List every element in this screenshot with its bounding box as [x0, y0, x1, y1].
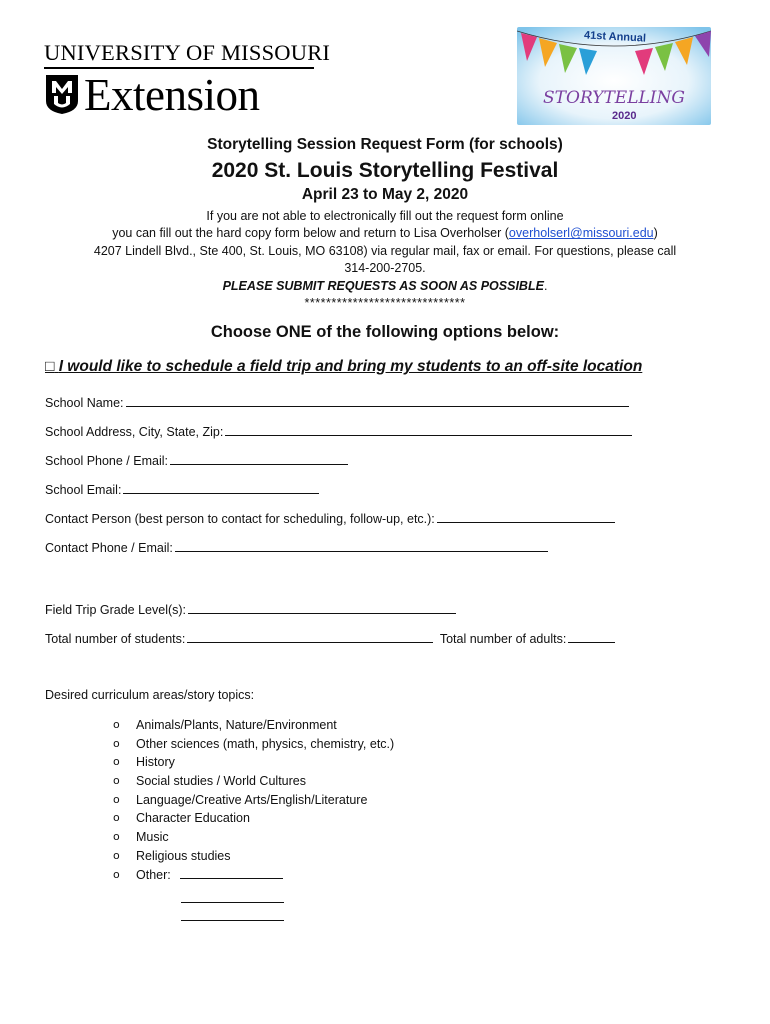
list-item[interactable]: o Social studies / World Cultures [113, 772, 394, 791]
form-subtitle: Storytelling Session Request Form (for schools) [207, 136, 563, 153]
bullet-icon: o [113, 792, 120, 806]
school-phone-field: School Phone / Email: [45, 452, 348, 468]
school-phone-blank[interactable] [170, 452, 348, 465]
mu-shield-icon [44, 73, 80, 115]
school-name-blank[interactable] [126, 394, 629, 407]
field-trip-option-label: I would like to schedule a field trip and bring my students to an off-site location [58, 358, 643, 375]
num-students-blank[interactable] [187, 630, 433, 643]
other-topic-blank[interactable] [180, 866, 283, 879]
badge-year-text: 2020 [612, 110, 637, 122]
list-item[interactable]: o Other: [113, 866, 394, 885]
bullet-icon: o [113, 830, 120, 844]
contact-phone-field: Contact Phone / Email: [45, 539, 548, 555]
contact-phone-blank[interactable] [175, 539, 548, 552]
choose-option-heading: Choose ONE of the following options below: [210, 323, 560, 341]
num-adults-blank[interactable] [568, 630, 615, 643]
school-email-field: School Email: [45, 481, 319, 497]
other-topic-blank-3[interactable] [181, 920, 284, 921]
option-checkbox-icon[interactable]: □ [45, 358, 55, 375]
topics-list [113, 716, 394, 884]
curriculum-label: Desired curriculum areas/story topics: [45, 688, 255, 702]
intro-line-5: PLEASE SUBMIT REQUESTS AS SOON AS POSSIBLE. [222, 278, 548, 293]
school-name-field: School Name: [45, 394, 629, 410]
school-address-blank[interactable] [225, 423, 632, 436]
festival-title: 2020 St. Louis Storytelling Festival [211, 159, 559, 182]
badge-wordmark: STORYTELLING [543, 88, 685, 108]
list-item[interactable]: o Character Education [113, 809, 394, 828]
field-trip-option[interactable] [45, 358, 642, 376]
logo-university-text: UNIVERSITY OF MISSOURI [44, 40, 331, 65]
list-item[interactable]: o History [113, 753, 394, 772]
logo-rule [44, 67, 314, 69]
contact-person-blank[interactable] [437, 510, 615, 523]
list-item[interactable]: o Religious studies [113, 847, 394, 866]
school-address-field: School Address, City, State, Zip: [45, 423, 632, 439]
list-item[interactable]: o Animals/Plants, Nature/Environment [113, 716, 394, 735]
badge-annual-text: 41st Annual [583, 29, 647, 45]
university-logo [44, 40, 331, 120]
list-item[interactable]: o Language/Creative Arts/English/Literature [113, 791, 394, 810]
intro-line-4: 314-200-2705. [344, 261, 426, 276]
grade-levels-blank[interactable] [188, 601, 456, 614]
list-item[interactable]: o Other sciences (math, physics, chemistry, etc.) [113, 735, 394, 754]
bullet-icon: o [113, 774, 120, 788]
contact-person-field: Contact Person (best person to contact for scheduling, follow-up, etc.): [45, 510, 615, 526]
festival-dates: April 23 to May 2, 2020 [301, 186, 469, 203]
list-item[interactable]: o Music [113, 828, 394, 847]
bullet-icon: o [113, 755, 120, 769]
bullet-icon: o [113, 811, 120, 825]
intro-line-1: If you are not able to electronically fill out the request form online [206, 209, 564, 223]
bullet-icon: o [113, 718, 120, 731]
intro-line-3: 4207 Lindell Blvd., Ste 400, St. Louis, MO 63108) via regular mail, fax or email. For questions, please call [93, 243, 677, 258]
logo-extension-text: Extension [84, 70, 260, 120]
grade-levels-field: Field Trip Grade Level(s): [45, 601, 456, 617]
school-email-blank[interactable] [123, 481, 319, 494]
intro-line-2: you can fill out the hard copy form below and return to Lisa Overholser (overholserl@missouri.edu) [112, 226, 658, 241]
other-topic-blank-2[interactable] [181, 902, 284, 903]
contact-email-link[interactable]: overholserl@missouri.edu [508, 226, 654, 241]
students-adults-field: Total number of students: Total number of adults: [45, 630, 615, 646]
intro-stars: ****************************** [304, 296, 466, 311]
bullet-icon: o [113, 867, 120, 881]
bullet-icon: o [113, 848, 120, 862]
bullet-icon: o [113, 736, 120, 750]
instructions-block [0, 208, 770, 312]
